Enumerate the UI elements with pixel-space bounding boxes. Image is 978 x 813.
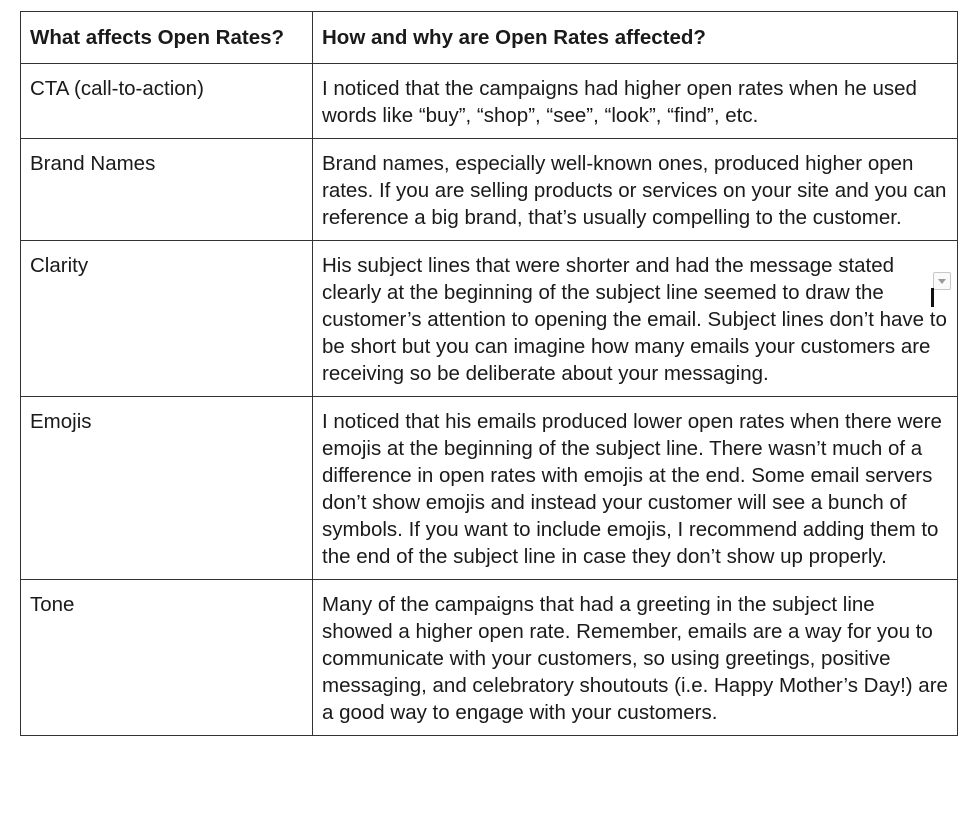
explanation-cell[interactable]: Brand names, especially well-known ones, produced higher open rates. If you are selling products or services on your site and you can reference a big brand, that’s usually compelling to the customer. xyxy=(313,139,958,241)
text-cursor xyxy=(931,288,934,307)
open-rates-table xyxy=(20,11,958,736)
explanation-cell[interactable]: His subject lines that were shorter and had the message stated clearly at the beginning of the subject line seemed to draw the customer’s attention to opening the email. Subject lines don’t have to be short but you can imagine how many emails your customers are receiving so be deliberate about your messaging. xyxy=(313,241,958,397)
table-row xyxy=(21,580,958,736)
table-row xyxy=(21,64,958,139)
chevron-down-icon[interactable] xyxy=(933,272,951,290)
header-factor[interactable]: What affects Open Rates? xyxy=(21,12,313,64)
header-explanation[interactable]: How and why are Open Rates affected? xyxy=(313,12,958,64)
explanation-cell[interactable]: I noticed that his emails produced lower open rates when there were emojis at the beginning of the subject line. There wasn’t much of a difference in open rates with emojis at the end. Some email servers don’t show emojis and instead your customer will see a bunch of symbols. If you want to include emojis, I recommend adding them to the end of the subject line in case they don’t show up properly. xyxy=(313,397,958,580)
factor-cell[interactable]: Emojis xyxy=(21,397,313,580)
factor-cell[interactable]: Clarity xyxy=(21,241,313,397)
explanation-cell[interactable]: Many of the campaigns that had a greeting in the subject line showed a higher open rate. Remember, emails are a way for you to communicate with your customers, so using greetings, positive messaging, and celebratory shoutouts (i.e. Happy Mother’s Day!) are a good way to engage with your customers. xyxy=(313,580,958,736)
table-row xyxy=(21,241,958,397)
table-header-row xyxy=(21,12,958,64)
factor-cell[interactable]: Brand Names xyxy=(21,139,313,241)
factor-cell[interactable]: CTA (call-to-action) xyxy=(21,64,313,139)
table-row xyxy=(21,397,958,580)
table-row xyxy=(21,139,958,241)
factor-cell[interactable]: Tone xyxy=(21,580,313,736)
explanation-cell[interactable]: I noticed that the campaigns had higher open rates when he used words like “buy”, “shop”, “see”, “look”, “find”, etc. xyxy=(313,64,958,139)
